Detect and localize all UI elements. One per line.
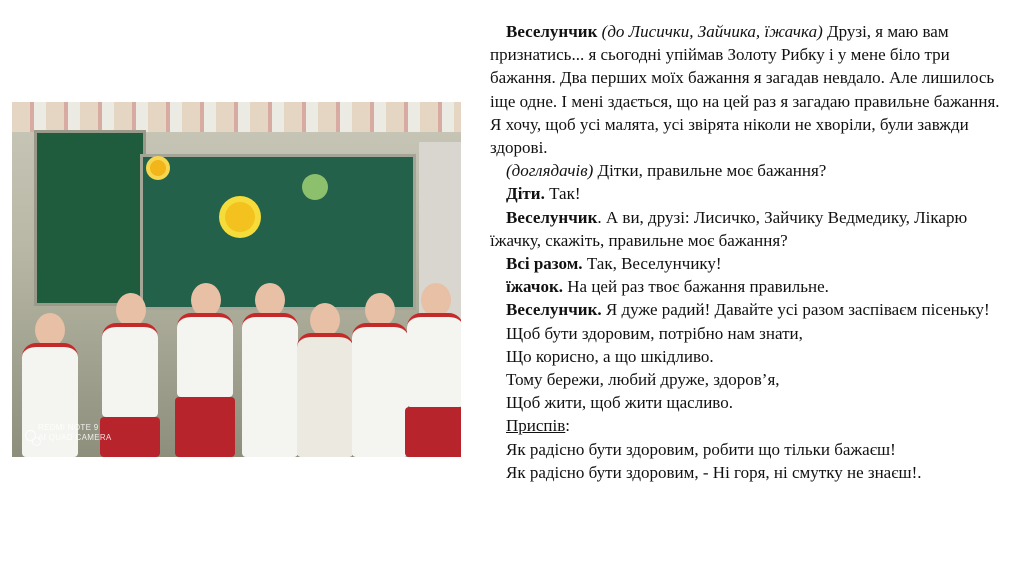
paragraph: [490, 206, 1015, 252]
tree-decoration: [302, 174, 328, 200]
stage-direction: (доглядачів): [506, 161, 594, 181]
sun-decoration: [225, 202, 255, 232]
script-text: [490, 20, 1015, 484]
child: [177, 283, 235, 457]
paragraph: [490, 275, 1015, 298]
child: [242, 283, 298, 457]
dialogue: Дітки, правильне моє бажання?: [593, 161, 827, 181]
classroom-photo: [12, 102, 461, 457]
stage-direction: (до Лисички, Зайчика, їжачка): [601, 22, 823, 41]
speaker-name: Веселунчик.: [506, 300, 602, 320]
dialogue: Друзі, я маю вам признатись... я сьогодні упіймав Золоту Рибку і у мене біло три бажання. Два перших моїх бажання я загадав невдало. Але лишилось іще одне. І мені здається, що на цей раз я загадаю правильне бажання. Я хочу, щоб усі малята, усі звірята ніколи не хворіли, були завжди здорові.: [490, 22, 1000, 158]
dialogue: Я дуже радий! Давайте усі разом заспіваєм пісеньку!: [601, 300, 990, 320]
wall-decoration: [12, 102, 461, 132]
paragraph: [490, 252, 1015, 275]
paragraph: [490, 182, 1015, 205]
song-line: Що корисно, а що шкідливо.: [506, 346, 714, 366]
child: [297, 303, 353, 457]
camera-watermark: REDMI NOTE 9 AI QUAD CAMERA: [38, 423, 112, 442]
song-line: Тому бережи, любий друже, здоров’я,: [506, 370, 780, 390]
child: [407, 283, 461, 457]
dialogue: Так, Веселунчику!: [582, 254, 722, 274]
speaker-name: Всі разом.: [506, 254, 583, 274]
speaker-name: Веселунчик: [506, 22, 598, 41]
chorus-label: Приспів: [506, 416, 566, 436]
paragraph: [490, 159, 1015, 182]
song-line: Щоб жити, щоб жити щасливо.: [506, 393, 733, 413]
dialogue: . А ви, друзі: Лисичко, Зайчику Ведмедику, Лікарю їжачку, скажіть, правильне моє бажання?: [490, 207, 968, 250]
paragraph: [490, 298, 1015, 321]
flower-decoration: [150, 160, 166, 176]
child: [352, 293, 408, 457]
chorus-colon: :: [565, 416, 571, 436]
chorus-heading: [490, 414, 1015, 437]
dialogue: Так!: [544, 184, 581, 204]
dialogue: На цей раз твоє бажання правильне.: [563, 277, 829, 297]
chorus-line: Як радісно бути здоровим, - Ні горя, ні смутку не знаєш!.: [506, 462, 922, 482]
speaker-name: Діти.: [506, 184, 545, 204]
speaker-name: їжачок.: [506, 277, 564, 297]
chorus-line: Як радісно бути здоровим, робити що тільки бажаєш!: [506, 439, 896, 459]
speaker-name: Веселунчик: [506, 207, 598, 227]
camera-icon: [25, 430, 36, 441]
song-line: Щоб бути здоровим, потрібно нам знати,: [506, 323, 803, 343]
paragraph: [490, 20, 1015, 159]
